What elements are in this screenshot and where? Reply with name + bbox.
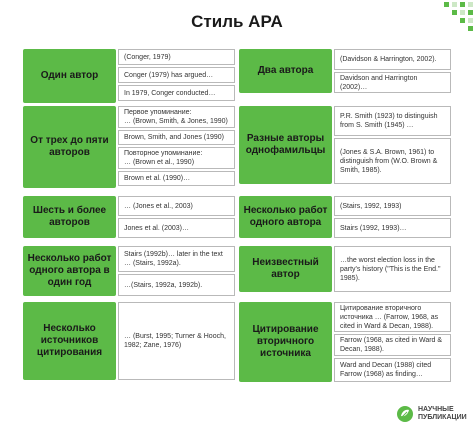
- logo-line-1: НАУЧНЫЕ: [418, 406, 454, 413]
- group-label: Неизвестный автор: [239, 246, 332, 292]
- citation-example: …the worst election loss in the party's history ("This is the End." 1985).: [334, 246, 451, 292]
- group-three-to-five-authors: [23, 106, 235, 188]
- group-entries: [118, 302, 235, 380]
- citation-example: Stairs (1992, 1993)…: [334, 218, 451, 238]
- group-entries: [118, 49, 235, 103]
- citation-example: (Conger, 1979): [118, 49, 235, 65]
- citation-example: … (Jones et al., 2003): [118, 196, 235, 216]
- citation-example: Brown, Smith, and Jones (1990): [118, 130, 235, 145]
- group-two-authors: [239, 49, 451, 93]
- group-unknown-author: [239, 246, 451, 292]
- group-entries: [118, 246, 235, 296]
- group-entries: [118, 196, 235, 238]
- citation-example: Stairs (1992b)… later in the text … (Stairs, 1992a).: [118, 246, 235, 272]
- logo-line-2: ПУБЛИКАЦИИ: [418, 414, 467, 421]
- group-multiple-sources: [23, 302, 235, 380]
- publisher-logo: [396, 402, 470, 426]
- group-label: Шесть и более авторов: [23, 196, 116, 238]
- citation-example: Brown et al. (1990)…: [118, 171, 235, 186]
- citation-example: Ward and Decan (1988) cited Farrow (1968) as finding…: [334, 358, 451, 382]
- group-secondary-source: [239, 302, 451, 382]
- leaf-logo-icon: [396, 405, 414, 423]
- group-same-surname-authors: [239, 106, 451, 184]
- group-label: Несколько работ одного автора в один год: [23, 246, 116, 296]
- citation-example: Цитирование вторичного источника … (Farrow, 1968, as cited in Ward & Decan, 1988).: [334, 302, 451, 332]
- citation-example: P.R. Smith (1923) to distinguish from S. Smith (1945) …: [334, 106, 451, 136]
- group-entries: [334, 196, 451, 238]
- page-title: Стиль APA: [191, 12, 283, 31]
- citation-example: Conger (1979) has argued…: [118, 67, 235, 83]
- group-label: От трех до пяти авторов: [23, 106, 116, 188]
- group-one-author: [23, 49, 235, 103]
- group-label: Разные авторы однофамильцы: [239, 106, 332, 184]
- citation-example: Первое упоминание: … (Brown, Smith, & Jones, 1990): [118, 106, 235, 128]
- citation-example: Farrow (1968, as cited in Ward & Decan, 1988).: [334, 334, 451, 356]
- citation-example: Jones et al. (2003)…: [118, 218, 235, 238]
- group-label: Цитирование вторичного источника: [239, 302, 332, 382]
- citation-example: (Jones & S.A. Brown, 1961) to distinguish from (W.O. Brown & Smith, 1985).: [334, 138, 451, 184]
- citation-example: Повторное упоминание: … (Brown et al., 1990): [118, 147, 235, 169]
- citation-example: (Davidson & Harrington, 2002).: [334, 49, 451, 70]
- group-entries: [334, 106, 451, 184]
- logo-text: [418, 406, 467, 422]
- group-entries: [334, 302, 451, 382]
- group-label: Несколько работ одного автора: [239, 196, 332, 238]
- group-entries: [118, 106, 235, 188]
- group-label: Несколько источников цитирования: [23, 302, 116, 380]
- citation-example: Davidson and Harrington (2002)…: [334, 72, 451, 93]
- group-entries: [334, 49, 451, 93]
- citation-example: In 1979, Conger conducted…: [118, 85, 235, 101]
- citation-example: … (Burst, 1995; Turner & Hooch, 1982; Zane, 1976): [118, 302, 235, 380]
- group-multiple-works-one-author: [239, 196, 451, 238]
- group-label: Два автора: [239, 49, 332, 93]
- group-label: Один автор: [23, 49, 116, 103]
- citation-example: …(Stairs, 1992a, 1992b).: [118, 274, 235, 296]
- group-multiple-works-same-year: [23, 246, 235, 296]
- group-six-or-more-authors: [23, 196, 235, 238]
- citation-example: (Stairs, 1992, 1993): [334, 196, 451, 216]
- group-entries: [334, 246, 451, 292]
